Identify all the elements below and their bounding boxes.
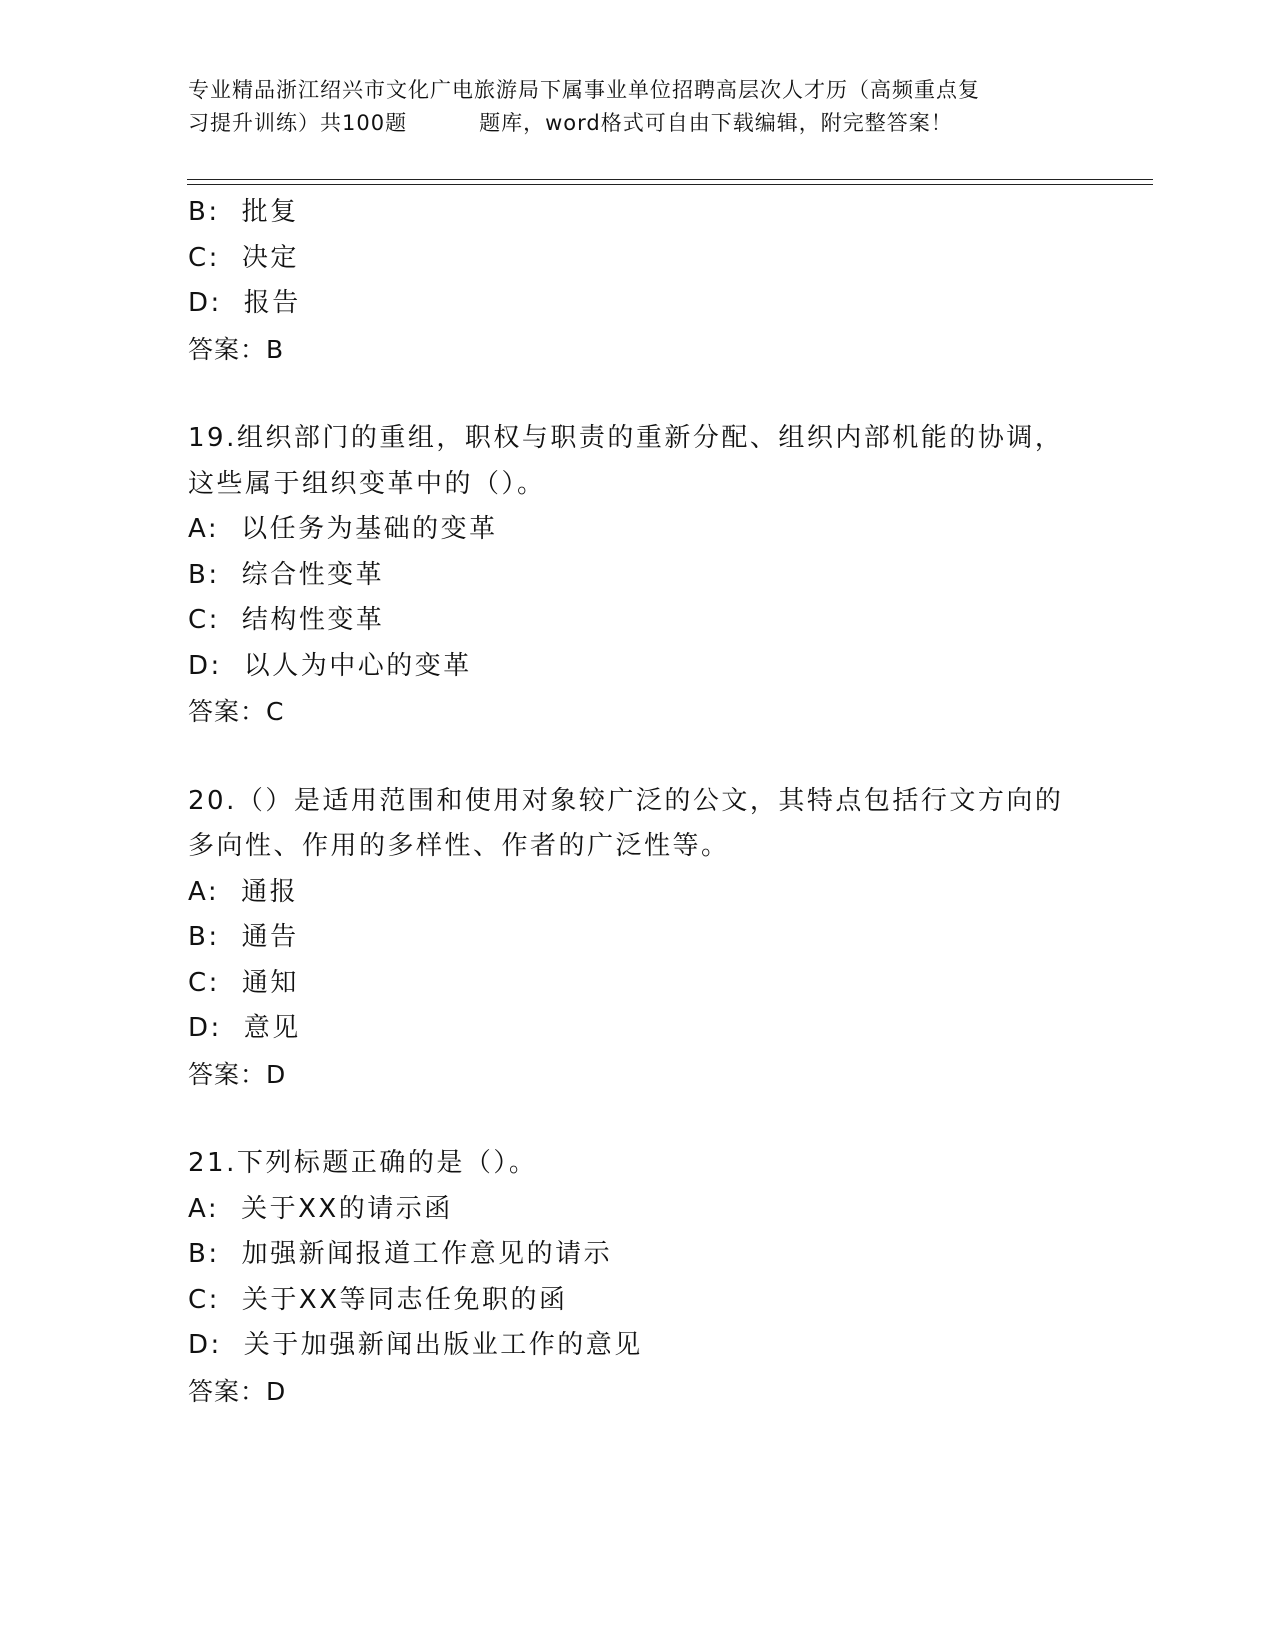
- question-stem-continued: 这些属于组织变革中的（）。: [188, 468, 546, 499]
- option-a: A: 通报: [188, 876, 299, 907]
- option-d: D: 以人为中心的变革: [188, 650, 472, 681]
- header-title-line-2: [188, 107, 1088, 140]
- answer-label: 答案：B: [188, 334, 285, 364]
- option-d: D: 报告: [188, 288, 301, 318]
- question-18: [188, 190, 1088, 372]
- option-b: B: 综合性变革: [188, 559, 385, 590]
- header-divider-top: [187, 179, 1153, 180]
- question-stem-continued: 多向性、作用的多样性、作者的广泛性等。: [188, 831, 730, 861]
- question-20: [188, 779, 1088, 1098]
- option-d: D: 意见: [188, 1013, 301, 1043]
- header-divider-bottom: [187, 184, 1153, 185]
- question-stem: 19.组织部门的重组，职权与职责的重新分配、组织内部机能的协调，: [188, 423, 1064, 453]
- option-c: C: 结构性变革: [188, 605, 385, 635]
- option-c: C: 关于XX等同志任免职的函: [188, 1284, 568, 1315]
- header-title-part-2: 题库，word格式可自由下载编辑，附完整答案！: [479, 111, 953, 135]
- answer-label: 答案：D: [188, 1376, 287, 1406]
- page-header: [188, 74, 1088, 140]
- option-c: C: 决定: [188, 242, 299, 273]
- question-21: [188, 1141, 1088, 1414]
- answer-label: 答案：C: [188, 697, 285, 726]
- option-c: C: 通知: [188, 967, 299, 998]
- option-b: B: 加强新闻报道工作意见的请示: [188, 1239, 613, 1269]
- question-list: [188, 190, 1088, 1414]
- option-b: B: 通告: [188, 922, 299, 952]
- question-stem: 21.下列标题正确的是（）。: [188, 1148, 538, 1178]
- question-19: [188, 416, 1088, 735]
- option-b: B: 批复: [188, 197, 299, 227]
- option-a: A: 关于XX的请示函: [188, 1193, 453, 1224]
- option-d: D: 关于加强新闻出版业工作的意见: [188, 1330, 643, 1360]
- header-title-line-1: 专业精品浙江绍兴市文化广电旅游局下属事业单位招聘高层次人才历（高频重点复: [188, 78, 980, 102]
- header-title-part-1: 习提升训练）共100题: [188, 111, 408, 135]
- answer-label: 答案：D: [188, 1059, 287, 1089]
- question-stem: 20.（）是适用范围和使用对象较广泛的公文，其特点包括行文方向的: [188, 785, 1064, 816]
- option-a: A: 以任务为基础的变革: [188, 514, 498, 544]
